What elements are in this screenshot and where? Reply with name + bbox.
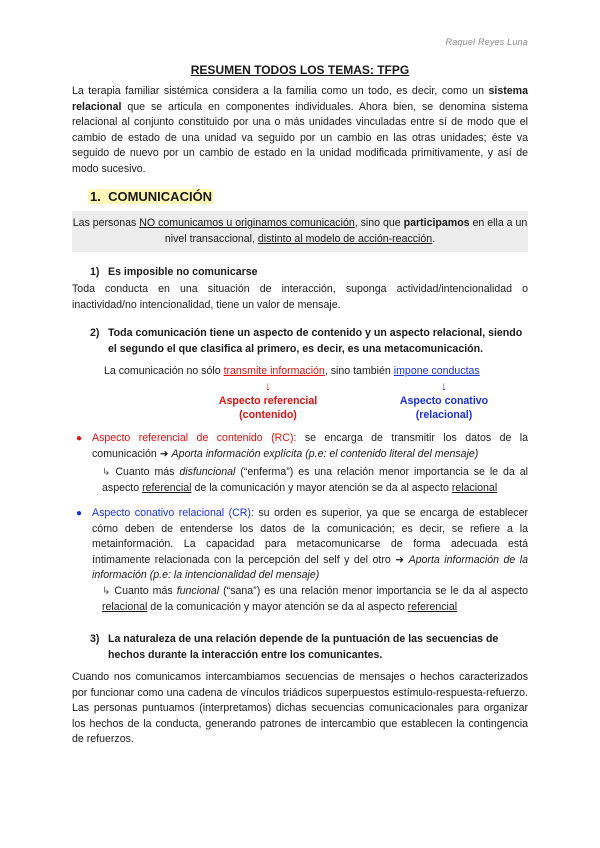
communication-line: La comunicación no sólo transmite información, sino también impone conductas	[104, 365, 480, 377]
bullet-icon: ●	[76, 508, 83, 519]
subheading-3: La naturaleza de una relación depende de la puntuación de las secuencias de hechos durante la interacción entre los comunicantes.	[108, 633, 499, 661]
subheading-2-number: 2)	[90, 327, 100, 339]
cr-paragraph: Aspecto conativo relacional (CR): su orden es superior, ya que se encarga de establecer cómo deben de entenderse los datos de la comunicación; es decir, se refiere a la metainformación. La capacidad para metacomunicarse de forma adecuada está íntimamente relacionada con la percepción del self y del otro ➜ Aporta información de la información (p.e: la intencionalidad del mensaje)	[92, 507, 528, 582]
aspect-conativo: Aspecto conativo (relacional)	[399, 395, 489, 421]
highlight-box: Las personas NO comunicamos u originamos comunicación, sino que participamos en ella a un nivel transaccional, distinto al modelo de acción-reacción.	[72, 211, 528, 252]
aspect-referencial: Aspecto referencial (contenido)	[218, 395, 318, 421]
final-paragraph: Cuando nos comunicamos intercambiamos secuencias de mensajes o hechos caracterizados por funcionar como una cadena de vínculos triádicos superpuestos estímulo-respuesta-refuerzo. Las personas puntuamos (interpretamos) dichas secuencias comunicacionales para organizar los hechos de la conducta, generando patrones de intercambio que establecen la contingencia de refuerzos.	[72, 671, 528, 746]
section-heading: 1. COMUNICACIÓN	[90, 189, 213, 204]
author-name: Raquel Reyes Luna	[445, 37, 528, 47]
subheading-2: Toda comunicación tiene un aspecto de contenido y un aspecto relacional, siendo el segundo el que clasifica al primero, es decir, es una metacomunicación.	[108, 327, 523, 355]
rc-paragraph: Aspecto referencial de contenido (RC): se encarga de transmitir los datos de la comunicación ➜ Aporta información explícita (p.e: el contenido literal del mensaje)	[92, 432, 529, 460]
cr-subnote: ↳ Cuanto más funcional (“sana”) es una relación menor importancia se le da al aspecto relacional de la comunicación y mayor atención se da al aspecto referencial	[102, 585, 528, 613]
subheading-1: 1) Es imposible no comunicarse	[90, 266, 258, 278]
bullet-icon: ●	[76, 433, 83, 444]
return-arrow-icon: ↳	[102, 467, 111, 478]
arrow-down-icon: ↓	[265, 379, 271, 393]
rc-subnote: ↳ Cuanto más disfuncional (“enferma”) es una relación menor importancia se le da al aspecto referencial de la comunicación y mayor atención se da al aspecto relacional	[102, 466, 528, 494]
subheading-3-number: 3)	[90, 633, 100, 645]
arrow-down-icon: ↓	[441, 379, 447, 393]
page-title: RESUMEN TODOS LOS TEMAS: TFPG	[190, 63, 410, 77]
return-arrow-icon: ↳	[102, 586, 111, 597]
subheading-1-text: Toda conducta en una situación de interacción, suponga actividad/intencionalidad o inactividad/no intencionalidad, tiene un valor de mensaje.	[72, 283, 528, 311]
intro-paragraph: La terapia familiar sistémica considera a la familia como un todo, es decir, como un sistema relacional que se articula en componentes individuales. Ahora bien, se denomina sistema relacional al conjunto constituido por una o más unidades vinculadas entre sí de modo que el cambio de estado de una unidad va seguido por un cambio en las otras unidades; éste va seguido de nuevo por un cambio de estado en la unidad modificada primitivamente, y así de modo sucesivo.	[72, 85, 528, 175]
